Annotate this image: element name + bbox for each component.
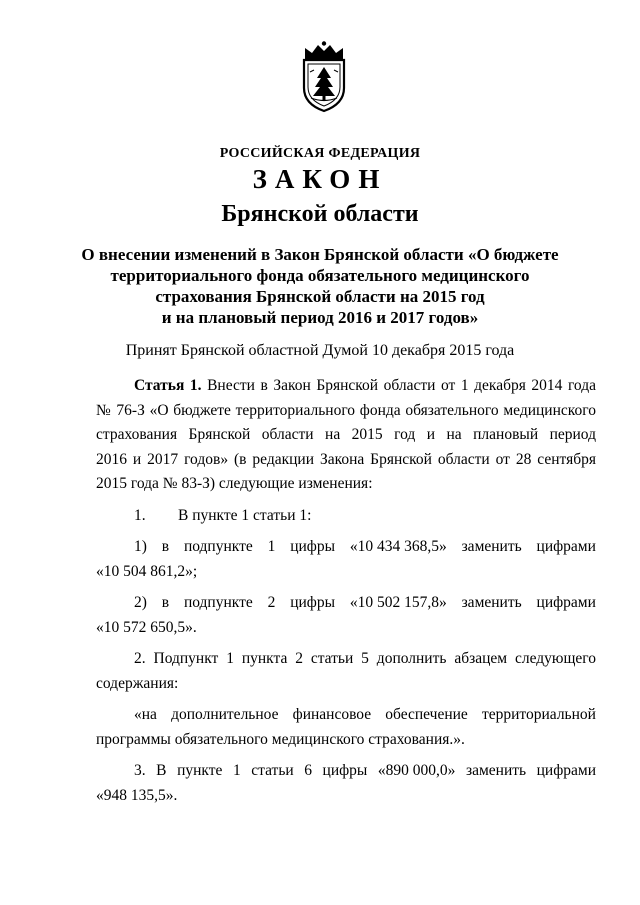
- subitem-2: [96, 591, 596, 640]
- law-body: [96, 374, 596, 815]
- subitem-1: [96, 535, 596, 584]
- article-line: Статья 1. Внести в Закон Брянской области от 1 декабря 2014 года: [134, 377, 596, 394]
- item-1: [96, 504, 596, 529]
- article-line: № 76-З «О бюджете территориального фонда обязательного медицинского: [96, 401, 596, 419]
- quote-tail: программы обязательного медицинского страхования.».: [96, 730, 465, 748]
- subject-line: О внесении изменений в Закон Брянской области «О бюджете: [81, 245, 559, 264]
- article-line: 2015 года № 83-З) следующие изменения:: [96, 475, 373, 492]
- item-line: 3. В пункте 1 статьи 6 цифры «890 000,0» заменить цифрами: [134, 762, 596, 779]
- adoption-note: Принят Брянской областной Думой 10 декабря 2015 года: [125, 342, 515, 359]
- subitem-line: 1) в подпункте 1 цифры «10 434 368,5» заменить цифрами: [134, 538, 596, 555]
- quote-line: «на дополнительное финансовое обеспечение территориальной: [134, 706, 596, 723]
- region-title: Брянской области: [221, 201, 419, 227]
- subitem-line: 2) в подпункте 2 цифры «10 502 157,8» заменить цифрами: [134, 594, 596, 611]
- item-number: 1.: [134, 506, 146, 524]
- item-2: [96, 647, 596, 696]
- law-title: ЗАКОН: [252, 164, 388, 194]
- subject-line: страхования Брянской области на 2015 год: [155, 287, 485, 306]
- article-label: Статья 1.: [134, 377, 202, 394]
- item-text: В пункте 1 статьи 1:: [178, 506, 312, 524]
- subitem-tail: «10 504 861,2»;: [96, 562, 198, 580]
- subject-line: и на плановый период 2016 и 2017 годов»: [161, 308, 479, 327]
- country-heading: РОССИЙСКАЯ ФЕДЕРАЦИЯ: [219, 146, 421, 161]
- article-line: страхования Брянской области на 2015 год и на плановый период: [96, 426, 596, 443]
- item-line: содержания:: [96, 674, 179, 692]
- item-3: [96, 759, 596, 808]
- subject-line: территориального фонда обязательного медицинского: [110, 266, 530, 285]
- law-subject: [0, 244, 640, 328]
- article-1: [96, 374, 596, 497]
- item-line: 2. Подпункт 1 пункта 2 статьи 5 дополнить абзацем следующего: [134, 650, 596, 667]
- article-line: 2016 и 2017 годов» (в редакции Закона Брянской области от 28 сентября: [96, 450, 596, 468]
- bryansk-coat-of-arms-icon: [296, 40, 352, 114]
- subitem-tail: «10 572 650,5».: [96, 618, 197, 636]
- quote-paragraph: [96, 703, 596, 752]
- item-tail: «948 135,5».: [96, 786, 178, 804]
